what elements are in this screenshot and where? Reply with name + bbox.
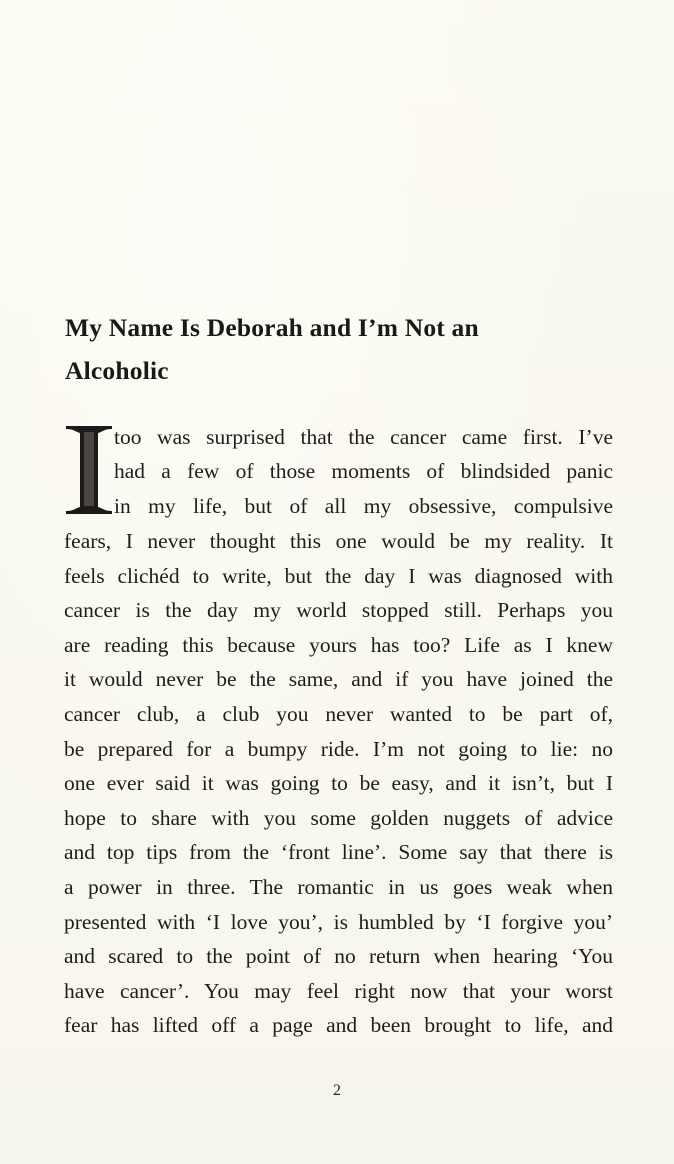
body-line-14: a power in three. The romantic in us goes weak when [64,875,613,899]
body-line-16: and scared to the point of no return when hearing ‘You [64,944,613,968]
body-line-5: feels clichéd to write, but the day I was diagnosed with [64,564,613,588]
body-line-2: had a few of those moments of blindsided panic [114,459,613,483]
body-line-1: too was surprised that the cancer came first. I’ve [114,425,613,449]
body-line-9: cancer club, a club you never wanted to be part of, [64,702,613,726]
body-line-11: one ever said it was going to be easy, and it isn’t, but I [64,771,613,795]
body-line-12: hope to share with you some golden nuggets of advice [64,806,613,830]
body-line-10: be prepared for a bumpy ride. I’m not going to lie: no [64,737,613,761]
body-line-8: it would never be the same, and if you have joined the [64,667,613,691]
body-line-7: are reading this because yours has too? Life as I knew [64,633,613,657]
body-line-6: cancer is the day my world stopped still. Perhaps you [64,598,613,622]
drop-cap-glyph [66,424,112,516]
body-line-13: and top tips from the ‘front line’. Some say that there is [64,840,613,864]
body-line-3: in my life, but of all my obsessive, compulsive [114,494,613,518]
body-line-4: fears, I never thought this one would be my reality. It [64,529,613,553]
page-number: 2 [333,1082,341,1099]
chapter-title [65,306,625,392]
body-line-15: presented with ‘I love you’, is humbled by ‘I forgive you’ [64,910,613,934]
chapter-title-line-2: Alcoholic [65,356,169,385]
chapter-title-line-1: My Name Is Deborah and I’m Not an [65,313,479,342]
body-line-18: fear has lifted off a page and been brought to life, and [64,1013,613,1037]
drop-cap [66,424,110,514]
body-line-17: have cancer’. You may feel right now that your worst [64,979,613,1003]
